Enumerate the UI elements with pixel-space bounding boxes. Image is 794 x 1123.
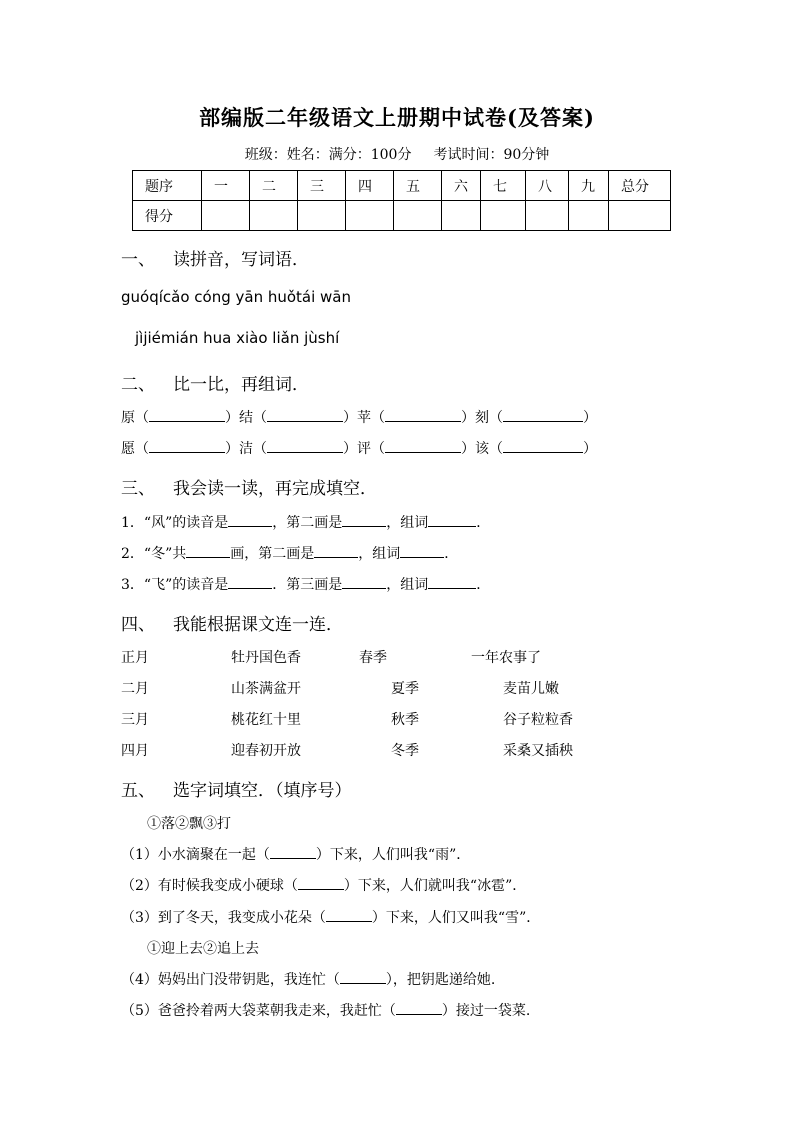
page-title: 部编版二年级语文上册期中试卷(及答案) (199, 105, 595, 130)
answer-blank[interactable] (342, 514, 386, 527)
exam-time: 考试时间：90分钟 (433, 147, 550, 163)
table-cell: 五 (394, 171, 442, 201)
answer-blank[interactable] (298, 877, 344, 890)
answer-blank[interactable] (267, 440, 343, 453)
match-item[interactable]: 一年农事了 (471, 650, 541, 666)
match-item[interactable]: 三月 (121, 712, 149, 728)
answer-blank[interactable] (340, 971, 386, 984)
match-item[interactable]: 春季 (359, 650, 387, 666)
table-cell: 四 (346, 171, 394, 201)
answer-blank[interactable] (428, 514, 476, 527)
answer-blank[interactable] (149, 440, 225, 453)
score-cell[interactable] (250, 201, 298, 231)
answer-blank[interactable] (267, 409, 343, 422)
pinyin-line: guóqícǎo cóng yān huǒtái wān (121, 288, 352, 306)
table-cell: 二 (250, 171, 298, 201)
answer-blank[interactable] (270, 846, 316, 859)
word-options: ①迎上去②追上去 (147, 941, 259, 957)
table-cell: 总分 (609, 171, 671, 201)
table-cell: 六 (442, 171, 481, 201)
answer-blank[interactable] (314, 545, 358, 558)
answer-blank[interactable] (149, 409, 225, 422)
section-heading: 四、 我能根据课文连一连． (121, 615, 343, 635)
word-options: ①落②飘③打 (147, 816, 231, 832)
answer-blank[interactable] (342, 576, 386, 589)
match-item[interactable]: 四月 (121, 743, 149, 759)
answer-blank[interactable] (503, 440, 583, 453)
answer-blank[interactable] (228, 514, 272, 527)
answer-blank[interactable] (326, 909, 372, 922)
answer-blank[interactable] (385, 409, 461, 422)
fill-line: （2）有时候我变成小硬球（ ）下来，人们就叫我“冰雹”． (121, 878, 527, 894)
fill-line: （4）妈妈出门没带钥匙，我连忙（ ），把钥匙递给她. (121, 972, 496, 988)
table-cell: 九 (569, 171, 609, 201)
fill-line: （5）爸爸拎着两大袋菜朝我走来，我赶忙（ ）接过一袋菜. (121, 1003, 531, 1019)
answer-blank[interactable] (385, 440, 461, 453)
section-heading: 三、 我会读一读，再完成填空． (121, 479, 377, 499)
score-cell[interactable] (569, 201, 609, 231)
table-cell: 七 (481, 171, 526, 201)
fill-line: 2．“冬”共 画，第二画是 ，组词 ． (121, 546, 459, 562)
match-item[interactable]: 采桑又插秧 (503, 743, 573, 759)
score-cell[interactable] (526, 201, 569, 231)
fill-line: 3．“飞”的读音是 ．第三画是 ，组词 ． (121, 577, 491, 593)
fill-line: （3）到了冬天，我变成小花朵（ ）下来，人们又叫我“雪”． (121, 910, 541, 926)
answer-blank[interactable] (228, 576, 272, 589)
match-item[interactable]: 正月 (121, 650, 149, 666)
match-item[interactable]: 牡丹国色香 (231, 650, 301, 666)
fill-line: 1．“风”的读音是 ，第二画是 ，组词 ． (121, 515, 491, 531)
answer-blank[interactable] (428, 576, 476, 589)
score-cell[interactable] (442, 201, 481, 231)
score-cell[interactable] (346, 201, 394, 231)
section-heading: 二、 比一比，再组词． (121, 375, 309, 395)
match-item[interactable]: 二月 (121, 681, 149, 697)
class-name-score: 班级：姓名：满分：100分 (244, 147, 412, 163)
exam-info (0, 144, 794, 164)
section-heading: 五、 选字词填空．（填序号） (121, 781, 352, 801)
table-cell: 三 (298, 171, 346, 201)
section-heading: 一、 读拼音，写词语． (121, 250, 309, 270)
answer-blank[interactable] (400, 545, 444, 558)
compare-row: 愿（ ）洁（ ）评（ ）该（ ） (121, 441, 597, 457)
score-cell[interactable] (481, 201, 526, 231)
table-cell: 得分 (133, 201, 202, 231)
score-cell[interactable] (394, 201, 442, 231)
score-cell[interactable] (609, 201, 671, 231)
table-cell: 一 (202, 171, 250, 201)
match-item[interactable]: 桃花红十里 (231, 712, 301, 728)
match-item[interactable]: 谷子粒粒香 (503, 712, 573, 728)
match-item[interactable]: 山茶满盆开 (231, 681, 301, 697)
answer-blank[interactable] (186, 545, 230, 558)
table-cell: 八 (526, 171, 569, 201)
match-item[interactable]: 秋季 (391, 712, 419, 728)
score-cell[interactable] (202, 201, 250, 231)
score-table-header-row (133, 171, 671, 201)
score-table (132, 170, 671, 231)
score-cell[interactable] (298, 201, 346, 231)
match-item[interactable]: 冬季 (391, 743, 419, 759)
match-item[interactable]: 夏季 (391, 681, 419, 697)
match-item[interactable]: 迎春初开放 (231, 743, 301, 759)
table-cell: 题序 (133, 171, 202, 201)
fill-line: （1）小水滴聚在一起（ ）下来，人们叫我“雨”． (121, 847, 471, 863)
compare-row: 原（ ）结（ ）苹（ ）刻（ ） (121, 410, 597, 426)
answer-blank[interactable] (396, 1002, 442, 1015)
score-table-score-row (133, 201, 671, 231)
pinyin-line: jìjiémián hua xiào liǎn jùshí (135, 329, 340, 347)
answer-blank[interactable] (503, 409, 583, 422)
match-item[interactable]: 麦苗儿嫩 (503, 681, 559, 697)
